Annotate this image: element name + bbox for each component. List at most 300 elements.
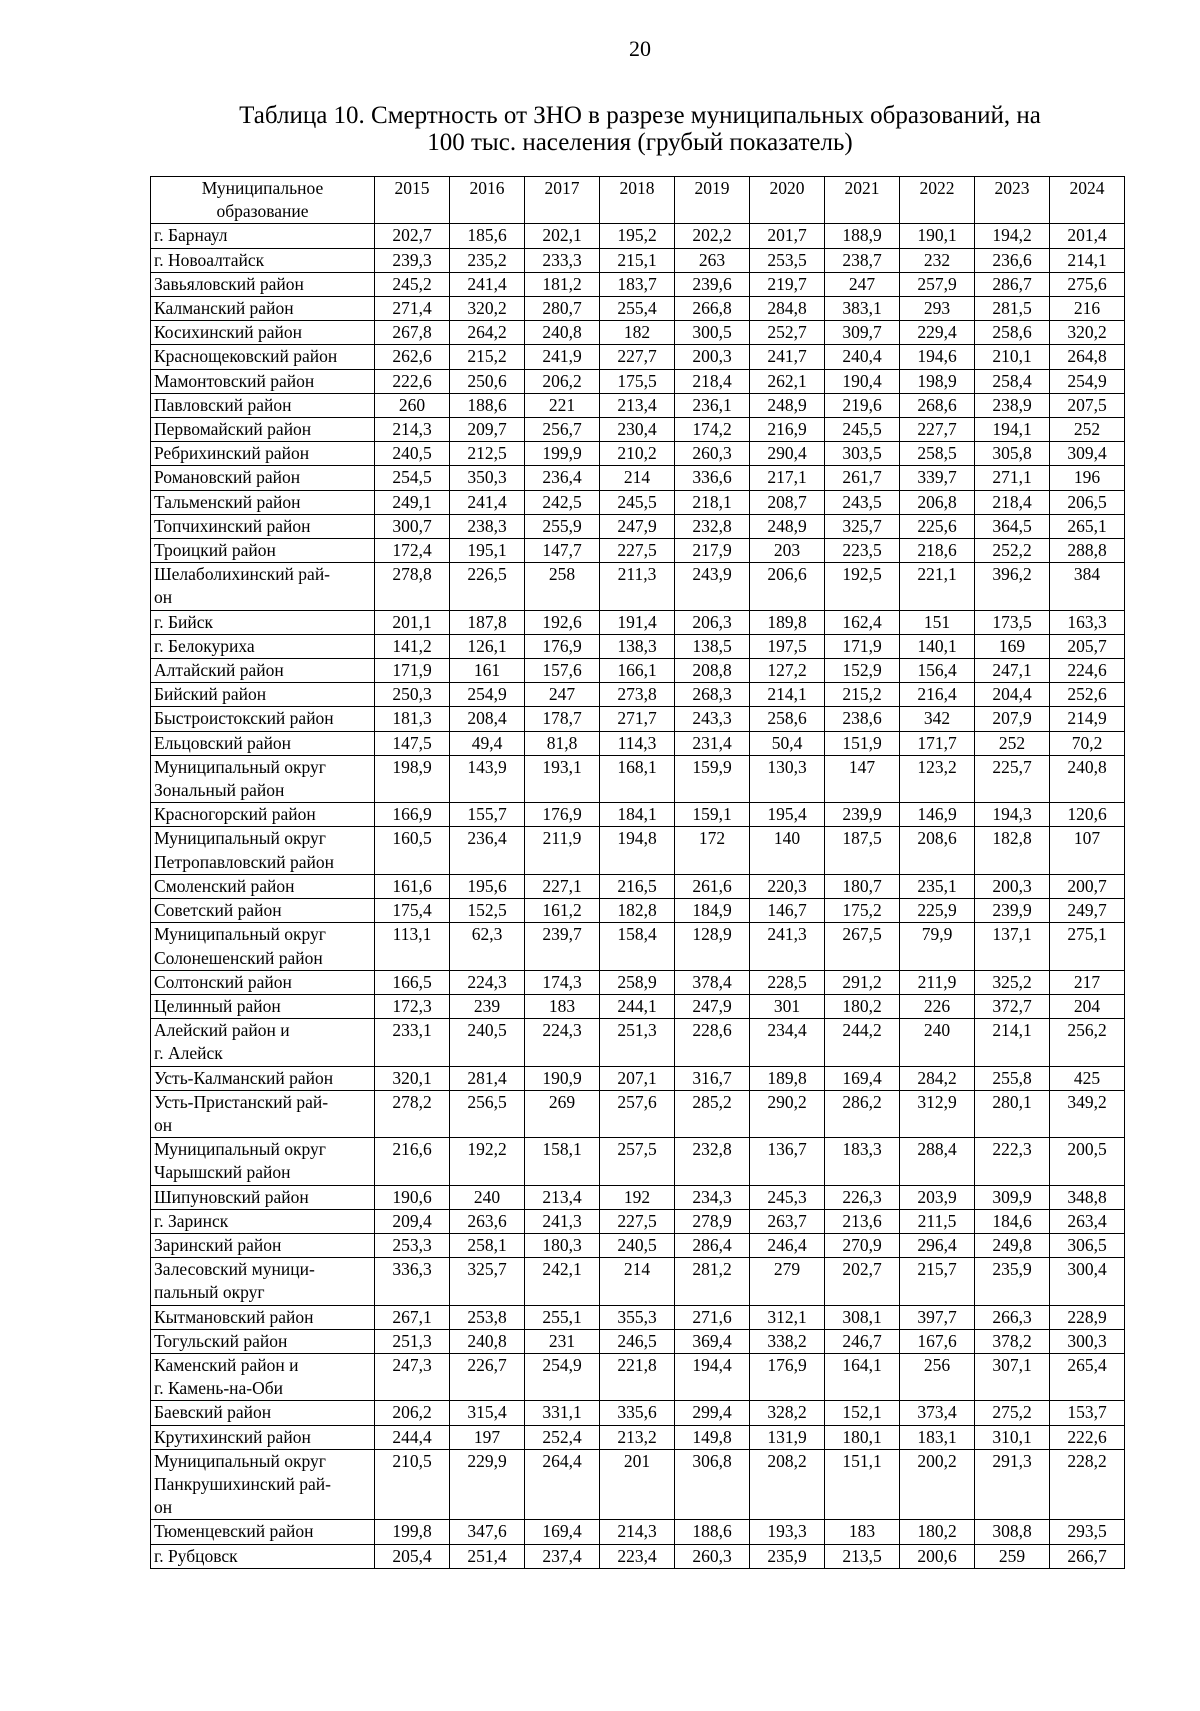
value-cell: 378,2 bbox=[975, 1329, 1050, 1353]
value-cell: 275,2 bbox=[975, 1401, 1050, 1425]
table-row bbox=[151, 272, 1125, 296]
value-cell: 200,5 bbox=[1050, 1138, 1125, 1185]
table-row bbox=[151, 345, 1125, 369]
table-row bbox=[151, 514, 1125, 538]
value-cell: 189,8 bbox=[750, 610, 825, 634]
value-cell: 188,9 bbox=[825, 224, 900, 248]
value-cell: 240,8 bbox=[525, 321, 600, 345]
value-cell: 206,6 bbox=[750, 563, 825, 610]
value-cell: 254,9 bbox=[525, 1353, 600, 1400]
value-cell: 164,1 bbox=[825, 1353, 900, 1400]
value-cell: 290,4 bbox=[750, 442, 825, 466]
value-cell: 252,2 bbox=[975, 539, 1050, 563]
value-cell: 226,3 bbox=[825, 1185, 900, 1209]
value-cell: 241,4 bbox=[450, 272, 525, 296]
value-cell: 240,4 bbox=[825, 345, 900, 369]
value-cell: 232 bbox=[900, 248, 975, 272]
municipality-name: Советский район bbox=[151, 899, 375, 923]
value-cell: 286,7 bbox=[975, 272, 1050, 296]
value-cell: 239,9 bbox=[825, 803, 900, 827]
value-cell: 247 bbox=[525, 683, 600, 707]
value-cell: 228,2 bbox=[1050, 1449, 1125, 1520]
municipality-name: г. Новоалтайск bbox=[151, 248, 375, 272]
value-cell: 208,8 bbox=[675, 659, 750, 683]
value-cell: 214,1 bbox=[1050, 248, 1125, 272]
value-cell: 264,8 bbox=[1050, 345, 1125, 369]
value-cell: 288,8 bbox=[1050, 539, 1125, 563]
value-cell: 236,4 bbox=[525, 466, 600, 490]
value-cell: 281,2 bbox=[675, 1258, 750, 1305]
value-cell: 320,2 bbox=[1050, 321, 1125, 345]
value-cell: 152,1 bbox=[825, 1401, 900, 1425]
table-row bbox=[151, 731, 1125, 755]
value-cell: 235,2 bbox=[450, 248, 525, 272]
value-cell: 256 bbox=[900, 1353, 975, 1400]
value-cell: 151,9 bbox=[825, 731, 900, 755]
value-cell: 300,4 bbox=[1050, 1258, 1125, 1305]
value-cell: 255,8 bbox=[975, 1066, 1050, 1090]
value-cell: 194,8 bbox=[600, 827, 675, 874]
value-cell: 169 bbox=[975, 634, 1050, 658]
value-cell: 249,7 bbox=[1050, 899, 1125, 923]
value-cell: 180,2 bbox=[900, 1520, 975, 1544]
value-cell: 265,4 bbox=[1050, 1353, 1125, 1400]
value-cell: 201,1 bbox=[375, 610, 450, 634]
value-cell: 172,4 bbox=[375, 539, 450, 563]
table-row bbox=[151, 490, 1125, 514]
value-cell: 198,9 bbox=[900, 369, 975, 393]
value-cell: 199,9 bbox=[525, 442, 600, 466]
value-cell: 336,3 bbox=[375, 1258, 450, 1305]
value-cell: 152,9 bbox=[825, 659, 900, 683]
value-cell: 315,4 bbox=[450, 1401, 525, 1425]
municipality-name: Залесовский муници- пальный округ bbox=[151, 1258, 375, 1305]
value-cell: 275,1 bbox=[1050, 923, 1125, 970]
value-cell: 203,9 bbox=[900, 1185, 975, 1209]
municipality-name: г. Белокуриха bbox=[151, 634, 375, 658]
value-cell: 369,4 bbox=[675, 1329, 750, 1353]
value-cell: 187,5 bbox=[825, 827, 900, 874]
value-cell: 183,1 bbox=[900, 1425, 975, 1449]
value-cell: 211,9 bbox=[525, 827, 600, 874]
value-cell: 206,5 bbox=[1050, 490, 1125, 514]
value-cell: 257,6 bbox=[600, 1090, 675, 1137]
value-cell: 79,9 bbox=[900, 923, 975, 970]
value-cell: 217,9 bbox=[675, 539, 750, 563]
table-row bbox=[151, 393, 1125, 417]
municipality-name: Мамонтовский район bbox=[151, 369, 375, 393]
table-row bbox=[151, 1305, 1125, 1329]
value-cell: 372,7 bbox=[975, 994, 1050, 1018]
value-cell: 200,3 bbox=[675, 345, 750, 369]
value-cell: 192,5 bbox=[825, 563, 900, 610]
value-cell: 234,3 bbox=[675, 1185, 750, 1209]
value-cell: 241,7 bbox=[750, 345, 825, 369]
table-row bbox=[151, 539, 1125, 563]
value-cell: 221 bbox=[525, 393, 600, 417]
municipality-name: г. Барнаул bbox=[151, 224, 375, 248]
value-cell: 180,2 bbox=[825, 994, 900, 1018]
municipality-name: Каменский район и г. Камень-на-Оби bbox=[151, 1353, 375, 1400]
value-cell: 143,9 bbox=[450, 755, 525, 802]
value-cell: 245,3 bbox=[750, 1185, 825, 1209]
value-cell: 227,7 bbox=[900, 418, 975, 442]
value-cell: 225,6 bbox=[900, 514, 975, 538]
mortality-table-container bbox=[150, 176, 1125, 1569]
value-cell: 156,4 bbox=[900, 659, 975, 683]
table-row bbox=[151, 634, 1125, 658]
value-cell: 128,9 bbox=[675, 923, 750, 970]
value-cell: 268,6 bbox=[900, 393, 975, 417]
value-cell: 293,5 bbox=[1050, 1520, 1125, 1544]
value-cell: 260,3 bbox=[675, 442, 750, 466]
table-title-line-1: Таблица 10. Смертность от ЗНО в разрезе муниципальных образований, на bbox=[239, 102, 1041, 129]
value-cell: 194,2 bbox=[975, 224, 1050, 248]
header-year: 2016 bbox=[450, 177, 525, 224]
value-cell: 229,4 bbox=[900, 321, 975, 345]
value-cell: 247,1 bbox=[975, 659, 1050, 683]
value-cell: 209,4 bbox=[375, 1209, 450, 1233]
value-cell: 249,1 bbox=[375, 490, 450, 514]
value-cell: 249,8 bbox=[975, 1233, 1050, 1257]
table-row bbox=[151, 994, 1125, 1018]
value-cell: 270,9 bbox=[825, 1233, 900, 1257]
value-cell: 258,9 bbox=[600, 970, 675, 994]
municipality-name: Тальменский район bbox=[151, 490, 375, 514]
value-cell: 183 bbox=[525, 994, 600, 1018]
value-cell: 127,2 bbox=[750, 659, 825, 683]
value-cell: 200,6 bbox=[900, 1544, 975, 1568]
value-cell: 196 bbox=[1050, 466, 1125, 490]
value-cell: 239 bbox=[450, 994, 525, 1018]
value-cell: 222,6 bbox=[375, 369, 450, 393]
value-cell: 261,6 bbox=[675, 874, 750, 898]
table-title bbox=[160, 102, 1120, 156]
value-cell: 254,9 bbox=[450, 683, 525, 707]
header-year: 2018 bbox=[600, 177, 675, 224]
value-cell: 251,3 bbox=[375, 1329, 450, 1353]
value-cell: 141,2 bbox=[375, 634, 450, 658]
value-cell: 176,9 bbox=[525, 634, 600, 658]
value-cell: 252,7 bbox=[750, 321, 825, 345]
value-cell: 262,1 bbox=[750, 369, 825, 393]
value-cell: 291,3 bbox=[975, 1449, 1050, 1520]
value-cell: 166,5 bbox=[375, 970, 450, 994]
value-cell: 182,8 bbox=[975, 827, 1050, 874]
value-cell: 184,6 bbox=[975, 1209, 1050, 1233]
value-cell: 271,6 bbox=[675, 1305, 750, 1329]
value-cell: 244,4 bbox=[375, 1425, 450, 1449]
value-cell: 180,7 bbox=[825, 874, 900, 898]
municipality-name: Кытмановский район bbox=[151, 1305, 375, 1329]
municipality-name: Муниципальный округ Солонешенский район bbox=[151, 923, 375, 970]
value-cell: 168,1 bbox=[600, 755, 675, 802]
value-cell: 364,5 bbox=[975, 514, 1050, 538]
table-row bbox=[151, 707, 1125, 731]
value-cell: 192,2 bbox=[450, 1138, 525, 1185]
value-cell: 338,2 bbox=[750, 1329, 825, 1353]
table-row bbox=[151, 442, 1125, 466]
value-cell: 146,7 bbox=[750, 899, 825, 923]
value-cell: 209,7 bbox=[450, 418, 525, 442]
municipality-name: Крутихинский район bbox=[151, 1425, 375, 1449]
value-cell: 234,4 bbox=[750, 1019, 825, 1066]
municipality-name: Бийский район bbox=[151, 683, 375, 707]
value-cell: 184,9 bbox=[675, 899, 750, 923]
municipality-name: Косихинский район bbox=[151, 321, 375, 345]
table-row bbox=[151, 1449, 1125, 1520]
value-cell: 247,3 bbox=[375, 1353, 450, 1400]
value-cell: 212,5 bbox=[450, 442, 525, 466]
municipality-name: Троицкий район bbox=[151, 539, 375, 563]
value-cell: 192,6 bbox=[525, 610, 600, 634]
value-cell: 216,4 bbox=[900, 683, 975, 707]
value-cell: 263,4 bbox=[1050, 1209, 1125, 1233]
value-cell: 239,6 bbox=[675, 272, 750, 296]
value-cell: 280,7 bbox=[525, 297, 600, 321]
value-cell: 228,6 bbox=[675, 1019, 750, 1066]
value-cell: 384 bbox=[1050, 563, 1125, 610]
value-cell: 284,2 bbox=[900, 1066, 975, 1090]
value-cell: 307,1 bbox=[975, 1353, 1050, 1400]
value-cell: 50,4 bbox=[750, 731, 825, 755]
value-cell: 195,1 bbox=[450, 539, 525, 563]
municipality-name: Смоленский район bbox=[151, 874, 375, 898]
municipality-name: г. Рубцовск bbox=[151, 1544, 375, 1568]
value-cell: 300,7 bbox=[375, 514, 450, 538]
value-cell: 259 bbox=[975, 1544, 1050, 1568]
value-cell: 236,4 bbox=[450, 827, 525, 874]
value-cell: 194,3 bbox=[975, 803, 1050, 827]
value-cell: 300,5 bbox=[675, 321, 750, 345]
value-cell: 211,9 bbox=[900, 970, 975, 994]
value-cell: 147 bbox=[825, 755, 900, 802]
table-row bbox=[151, 1066, 1125, 1090]
value-cell: 266,8 bbox=[675, 297, 750, 321]
value-cell: 233,1 bbox=[375, 1019, 450, 1066]
value-cell: 190,4 bbox=[825, 369, 900, 393]
value-cell: 258,5 bbox=[900, 442, 975, 466]
value-cell: 316,7 bbox=[675, 1066, 750, 1090]
value-cell: 256,2 bbox=[1050, 1019, 1125, 1066]
value-cell: 255,1 bbox=[525, 1305, 600, 1329]
value-cell: 147,7 bbox=[525, 539, 600, 563]
value-cell: 191,4 bbox=[600, 610, 675, 634]
value-cell: 241,3 bbox=[750, 923, 825, 970]
table-row bbox=[151, 1138, 1125, 1185]
header-municipality: Муниципальное образование bbox=[151, 177, 375, 224]
value-cell: 169,4 bbox=[525, 1520, 600, 1544]
value-cell: 197 bbox=[450, 1425, 525, 1449]
value-cell: 267,1 bbox=[375, 1305, 450, 1329]
value-cell: 241,9 bbox=[525, 345, 600, 369]
value-cell: 215,2 bbox=[825, 683, 900, 707]
value-cell: 271,7 bbox=[600, 707, 675, 731]
value-cell: 240,5 bbox=[600, 1233, 675, 1257]
municipality-name: Шипуновский район bbox=[151, 1185, 375, 1209]
value-cell: 312,9 bbox=[900, 1090, 975, 1137]
table-row bbox=[151, 803, 1125, 827]
value-cell: 183,7 bbox=[600, 272, 675, 296]
municipality-name: Краснощековский район bbox=[151, 345, 375, 369]
table-row bbox=[151, 683, 1125, 707]
value-cell: 267,5 bbox=[825, 923, 900, 970]
value-cell: 396,2 bbox=[975, 563, 1050, 610]
value-cell: 208,4 bbox=[450, 707, 525, 731]
table-row bbox=[151, 1019, 1125, 1066]
value-cell: 263,6 bbox=[450, 1209, 525, 1233]
value-cell: 258,4 bbox=[975, 369, 1050, 393]
value-cell: 220,3 bbox=[750, 874, 825, 898]
value-cell: 190,9 bbox=[525, 1066, 600, 1090]
value-cell: 219,6 bbox=[825, 393, 900, 417]
value-cell: 240,8 bbox=[1050, 755, 1125, 802]
municipality-name: Муниципальный округ Петропавловский район bbox=[151, 827, 375, 874]
value-cell: 216,5 bbox=[600, 874, 675, 898]
value-cell: 328,2 bbox=[750, 1401, 825, 1425]
value-cell: 238,3 bbox=[450, 514, 525, 538]
value-cell: 241,4 bbox=[450, 490, 525, 514]
municipality-name: Ребрихинский район bbox=[151, 442, 375, 466]
value-cell: 237,4 bbox=[525, 1544, 600, 1568]
value-cell: 171,9 bbox=[375, 659, 450, 683]
value-cell: 347,6 bbox=[450, 1520, 525, 1544]
value-cell: 246,7 bbox=[825, 1329, 900, 1353]
value-cell: 231 bbox=[525, 1329, 600, 1353]
value-cell: 273,8 bbox=[600, 683, 675, 707]
value-cell: 194,1 bbox=[975, 418, 1050, 442]
value-cell: 235,9 bbox=[750, 1544, 825, 1568]
value-cell: 216,9 bbox=[750, 418, 825, 442]
value-cell: 114,3 bbox=[600, 731, 675, 755]
value-cell: 226 bbox=[900, 994, 975, 1018]
municipality-name: г. Бийск bbox=[151, 610, 375, 634]
value-cell: 123,2 bbox=[900, 755, 975, 802]
value-cell: 258,1 bbox=[450, 1233, 525, 1257]
value-cell: 160,5 bbox=[375, 827, 450, 874]
table-row bbox=[151, 970, 1125, 994]
municipality-name: Ельцовский район bbox=[151, 731, 375, 755]
value-cell: 207,1 bbox=[600, 1066, 675, 1090]
value-cell: 242,1 bbox=[525, 1258, 600, 1305]
value-cell: 166,9 bbox=[375, 803, 450, 827]
value-cell: 320,2 bbox=[450, 297, 525, 321]
value-cell: 201,7 bbox=[750, 224, 825, 248]
value-cell: 219,7 bbox=[750, 272, 825, 296]
value-cell: 158,4 bbox=[600, 923, 675, 970]
mortality-table bbox=[150, 176, 1125, 1569]
value-cell: 184,1 bbox=[600, 803, 675, 827]
table-row bbox=[151, 923, 1125, 970]
value-cell: 183 bbox=[825, 1520, 900, 1544]
value-cell: 178,7 bbox=[525, 707, 600, 731]
value-cell: 218,1 bbox=[675, 490, 750, 514]
value-cell: 280,1 bbox=[975, 1090, 1050, 1137]
value-cell: 251,4 bbox=[450, 1544, 525, 1568]
value-cell: 300,3 bbox=[1050, 1329, 1125, 1353]
value-cell: 206,3 bbox=[675, 610, 750, 634]
table-row bbox=[151, 563, 1125, 610]
value-cell: 226,5 bbox=[450, 563, 525, 610]
value-cell: 70,2 bbox=[1050, 731, 1125, 755]
value-cell: 211,3 bbox=[600, 563, 675, 610]
value-cell: 248,9 bbox=[750, 393, 825, 417]
municipality-name: Первомайский район bbox=[151, 418, 375, 442]
value-cell: 227,5 bbox=[600, 539, 675, 563]
municipality-name: Солтонский район bbox=[151, 970, 375, 994]
value-cell: 207,9 bbox=[975, 707, 1050, 731]
value-cell: 138,3 bbox=[600, 634, 675, 658]
municipality-name: г. Заринск bbox=[151, 1209, 375, 1233]
value-cell: 171,7 bbox=[900, 731, 975, 755]
value-cell: 239,3 bbox=[375, 248, 450, 272]
value-cell: 255,4 bbox=[600, 297, 675, 321]
value-cell: 204,4 bbox=[975, 683, 1050, 707]
value-cell: 228,5 bbox=[750, 970, 825, 994]
value-cell: 213,4 bbox=[525, 1185, 600, 1209]
value-cell: 210,1 bbox=[975, 345, 1050, 369]
value-cell: 247,9 bbox=[675, 994, 750, 1018]
table-row bbox=[151, 1209, 1125, 1233]
value-cell: 240 bbox=[450, 1185, 525, 1209]
value-cell: 236,6 bbox=[975, 248, 1050, 272]
table-row bbox=[151, 369, 1125, 393]
value-cell: 202,2 bbox=[675, 224, 750, 248]
value-cell: 262,6 bbox=[375, 345, 450, 369]
value-cell: 335,6 bbox=[600, 1401, 675, 1425]
value-cell: 264,4 bbox=[525, 1449, 600, 1520]
value-cell: 188,6 bbox=[675, 1520, 750, 1544]
table-row bbox=[151, 1258, 1125, 1305]
value-cell: 310,1 bbox=[975, 1425, 1050, 1449]
table-row bbox=[151, 1233, 1125, 1257]
value-cell: 238,9 bbox=[975, 393, 1050, 417]
value-cell: 240,5 bbox=[375, 442, 450, 466]
value-cell: 137,1 bbox=[975, 923, 1050, 970]
value-cell: 193,1 bbox=[525, 755, 600, 802]
value-cell: 194,4 bbox=[675, 1353, 750, 1400]
value-cell: 383,1 bbox=[825, 297, 900, 321]
value-cell: 162,4 bbox=[825, 610, 900, 634]
table-row bbox=[151, 418, 1125, 442]
value-cell: 201,4 bbox=[1050, 224, 1125, 248]
value-cell: 252,4 bbox=[525, 1425, 600, 1449]
value-cell: 312,1 bbox=[750, 1305, 825, 1329]
value-cell: 200,3 bbox=[975, 874, 1050, 898]
value-cell: 222,3 bbox=[975, 1138, 1050, 1185]
value-cell: 309,7 bbox=[825, 321, 900, 345]
municipality-name: Быстроистокский район bbox=[151, 707, 375, 731]
value-cell: 293 bbox=[900, 297, 975, 321]
municipality-name: Романовский район bbox=[151, 466, 375, 490]
municipality-name: Усть-Пристанский рай- он bbox=[151, 1090, 375, 1137]
value-cell: 224,3 bbox=[525, 1019, 600, 1066]
value-cell: 227,1 bbox=[525, 874, 600, 898]
value-cell: 195,6 bbox=[450, 874, 525, 898]
header-year: 2021 bbox=[825, 177, 900, 224]
value-cell: 268,3 bbox=[675, 683, 750, 707]
value-cell: 331,1 bbox=[525, 1401, 600, 1425]
value-cell: 239,9 bbox=[975, 899, 1050, 923]
value-cell: 206,8 bbox=[900, 490, 975, 514]
value-cell: 159,9 bbox=[675, 755, 750, 802]
value-cell: 218,6 bbox=[900, 539, 975, 563]
header-row bbox=[151, 177, 1125, 224]
value-cell: 238,6 bbox=[825, 707, 900, 731]
value-cell: 202,1 bbox=[525, 224, 600, 248]
value-cell: 339,7 bbox=[900, 466, 975, 490]
value-cell: 275,6 bbox=[1050, 272, 1125, 296]
